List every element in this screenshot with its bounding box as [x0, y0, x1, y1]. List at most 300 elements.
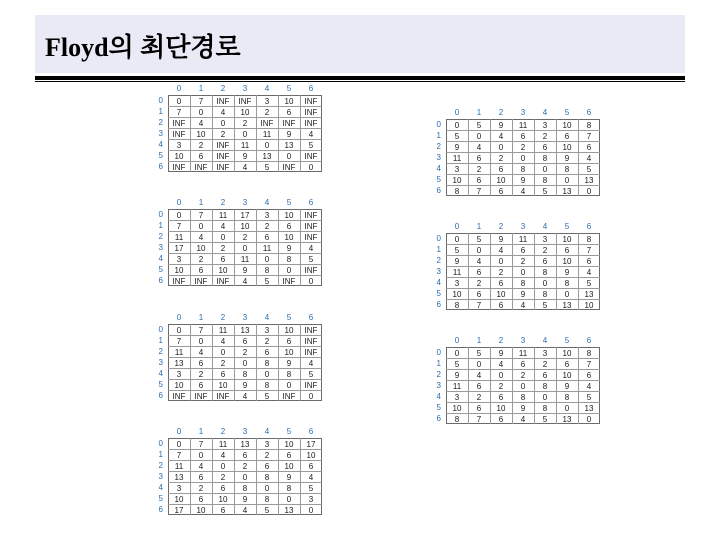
matrix-cell: 7	[586, 132, 592, 141]
matrix-cell: INF	[282, 392, 296, 401]
matrix-cell: 0	[176, 97, 182, 106]
matrix-cell: 0	[264, 370, 270, 379]
matrix-cell: 0	[176, 440, 182, 449]
matrix-cell: 0	[476, 360, 482, 369]
matrix-cell: 0	[198, 108, 204, 117]
matrix-cell: 7	[176, 451, 182, 460]
matrix-cell: INF	[304, 233, 318, 242]
matrix-cell: 10	[174, 152, 184, 161]
matrix-cell: 0	[220, 462, 226, 471]
matrix-cell: 6	[498, 415, 504, 424]
matrix-cell: 5	[454, 132, 460, 141]
matrix-cell: INF	[216, 97, 230, 106]
matrix-cell: 6	[286, 108, 292, 117]
matrix-cell: 6	[542, 257, 548, 266]
column-header: 6	[308, 84, 314, 93]
matrix-cell: 2	[220, 359, 226, 368]
matrix-cell: 10	[284, 348, 294, 357]
matrix-cell: 8	[586, 235, 592, 244]
row-header: 3	[158, 243, 163, 252]
matrix-cell: 8	[564, 279, 570, 288]
matrix-cell: INF	[260, 119, 274, 128]
matrix-cell: INF	[282, 163, 296, 172]
column-header: 6	[308, 427, 314, 436]
matrix-cell: 10	[284, 211, 294, 220]
row-header: 4	[436, 164, 441, 173]
matrix-cell: 5	[542, 415, 548, 424]
matrix-cell: 13	[562, 187, 572, 196]
matrix-cell: 4	[476, 371, 482, 380]
matrix-cell: 6	[476, 176, 482, 185]
matrix-cell: 0	[520, 268, 526, 277]
matrix-cell: 0	[454, 349, 460, 358]
left-matrix-2	[156, 312, 346, 412]
matrix-cell: 2	[264, 337, 270, 346]
matrix-cell: 9	[564, 268, 570, 277]
matrix-cell: 0	[286, 152, 292, 161]
matrix-cell: 4	[308, 244, 314, 253]
matrix-cell: 10	[196, 130, 206, 139]
matrix-cell: 0	[242, 473, 248, 482]
matrix-cell: 10	[452, 290, 462, 299]
column-header: 4	[542, 222, 548, 231]
matrix-cell: 2	[220, 473, 226, 482]
matrix-cell: 8	[242, 370, 248, 379]
column-header: 3	[520, 336, 526, 345]
matrix-cell: 0	[586, 415, 592, 424]
matrix-cell: 0	[498, 371, 504, 380]
matrix-cell: INF	[304, 152, 318, 161]
column-header: 0	[176, 313, 182, 322]
matrix-cell: 9	[454, 143, 460, 152]
row-header: 3	[436, 153, 441, 162]
row-header: 3	[158, 129, 163, 138]
matrix-cell: INF	[216, 277, 230, 286]
matrix-cell: 11	[452, 268, 462, 277]
matrix-cell: 10	[562, 371, 572, 380]
matrix-cell: 0	[454, 121, 460, 130]
matrix-cell: 0	[198, 222, 204, 231]
matrix-cell: 13	[174, 473, 184, 482]
matrix-cell: 0	[564, 290, 570, 299]
row-header: 6	[436, 300, 441, 309]
matrix-cell: 8	[564, 393, 570, 402]
matrix-cell: 8	[454, 187, 460, 196]
matrix-cell: 13	[584, 290, 594, 299]
matrix-cell: 4	[520, 301, 526, 310]
row-header: 1	[158, 450, 163, 459]
matrix-cell: INF	[172, 119, 186, 128]
row-header: 6	[158, 505, 163, 514]
matrix-cell: 9	[498, 235, 504, 244]
matrix-cell: 0	[586, 187, 592, 196]
matrix-cell: 3	[542, 121, 548, 130]
matrix-cell: 6	[586, 143, 592, 152]
column-header: 4	[264, 84, 270, 93]
matrix-cell: 17	[174, 506, 184, 515]
matrix-cell: 4	[220, 337, 226, 346]
row-header: 1	[436, 245, 441, 254]
matrix-cell: 9	[242, 266, 248, 275]
matrix-cell: 4	[242, 392, 248, 401]
matrix-cell: 5	[476, 121, 482, 130]
matrix-cell: 4	[198, 233, 204, 242]
matrix-cell: 8	[586, 121, 592, 130]
matrix-cell: 13	[284, 141, 294, 150]
matrix-cell: 6	[564, 360, 570, 369]
matrix-cell: 7	[586, 246, 592, 255]
column-header: 4	[264, 313, 270, 322]
matrix-cell: 10	[562, 121, 572, 130]
matrix-cell: 6	[264, 462, 270, 471]
column-header: 4	[264, 427, 270, 436]
column-header: 6	[308, 198, 314, 207]
matrix-cell: 10	[196, 506, 206, 515]
matrix-cell: 4	[586, 268, 592, 277]
row-header: 0	[158, 325, 163, 334]
matrix-cell: 0	[264, 141, 270, 150]
matrix-cell: 7	[198, 211, 204, 220]
matrix-cell: 0	[542, 393, 548, 402]
column-header: 4	[542, 336, 548, 345]
matrix-cell: 10	[196, 244, 206, 253]
row-header: 1	[158, 336, 163, 345]
matrix-cell: 4	[498, 132, 504, 141]
matrix-cell: 8	[286, 255, 292, 264]
row-header: 5	[436, 289, 441, 298]
row-header: 6	[158, 162, 163, 171]
matrix-cell: 5	[454, 360, 460, 369]
matrix-cell: 9	[520, 404, 526, 413]
matrix-cell: 6	[586, 371, 592, 380]
matrix-cell: 10	[284, 462, 294, 471]
matrix-cell: INF	[172, 277, 186, 286]
matrix-cell: 3	[542, 235, 548, 244]
matrix-cell: 6	[542, 371, 548, 380]
matrix-cell: 9	[286, 244, 292, 253]
matrix-cell: 4	[242, 163, 248, 172]
row-header: 2	[158, 461, 163, 470]
matrix-cell: 9	[564, 382, 570, 391]
matrix-cell: 6	[198, 381, 204, 390]
matrix-cell: 8	[520, 165, 526, 174]
matrix-cell: 0	[520, 154, 526, 163]
matrix-cell: 8	[264, 266, 270, 275]
row-header: 0	[158, 210, 163, 219]
matrix-cell: 8	[542, 290, 548, 299]
matrix-cell: 7	[476, 301, 482, 310]
matrix-cell: 0	[308, 277, 314, 286]
matrix-cell: 8	[264, 381, 270, 390]
row-header: 5	[158, 151, 163, 160]
matrix-cell: 10	[240, 222, 250, 231]
matrix-cell: 4	[586, 382, 592, 391]
column-header: 6	[586, 222, 592, 231]
matrix-cell: 6	[542, 143, 548, 152]
matrix-cell: 13	[562, 301, 572, 310]
matrix-cell: 8	[586, 349, 592, 358]
matrix-cell: 8	[564, 165, 570, 174]
matrix-cell: 4	[586, 154, 592, 163]
right-matrix-2	[434, 335, 624, 435]
row-header: 3	[158, 358, 163, 367]
matrix-cell: INF	[304, 266, 318, 275]
matrix-cell: 6	[242, 337, 248, 346]
matrix-cell: 6	[286, 337, 292, 346]
matrix-cell: 6	[198, 152, 204, 161]
left-matrix-3	[156, 426, 346, 526]
matrix-cell: 4	[242, 277, 248, 286]
matrix-cell: 9	[242, 152, 248, 161]
matrix-cell: 0	[264, 484, 270, 493]
matrix-cell: 10	[496, 404, 506, 413]
matrix-cell: INF	[282, 119, 296, 128]
matrix-cell: 13	[284, 506, 294, 515]
row-header: 3	[436, 381, 441, 390]
matrix-cell: INF	[304, 222, 318, 231]
matrix-cell: 2	[264, 222, 270, 231]
matrix-cell: 8	[286, 484, 292, 493]
matrix-cell: 10	[584, 301, 594, 310]
row-header: 1	[158, 221, 163, 230]
matrix-cell: 0	[564, 176, 570, 185]
matrix-cell: 6	[520, 246, 526, 255]
left-matrix-1	[156, 197, 346, 297]
matrix-cell: 6	[564, 132, 570, 141]
column-header: 2	[498, 108, 504, 117]
row-header: 5	[158, 265, 163, 274]
matrix-cell: 17	[174, 244, 184, 253]
matrix-cell: 0	[198, 337, 204, 346]
matrix-cell: 2	[542, 132, 548, 141]
matrix-cell: 6	[476, 290, 482, 299]
matrix-cell: INF	[304, 337, 318, 346]
row-header: 0	[158, 439, 163, 448]
matrix-cell: INF	[216, 141, 230, 150]
matrix-cell: 10	[218, 266, 228, 275]
matrix-cell: 5	[308, 255, 314, 264]
matrix-cell: 0	[520, 382, 526, 391]
row-header: 2	[436, 370, 441, 379]
matrix-cell: INF	[172, 163, 186, 172]
matrix-cell: 10	[306, 451, 316, 460]
column-header: 3	[520, 108, 526, 117]
matrix-cell: 11	[174, 348, 184, 357]
matrix-cell: 4	[198, 348, 204, 357]
matrix-cell: 4	[308, 359, 314, 368]
matrix-cell: 10	[452, 404, 462, 413]
matrix-cell: 0	[308, 506, 314, 515]
matrix-cell: 4	[520, 187, 526, 196]
row-header: 0	[436, 348, 441, 357]
matrix-cell: 9	[454, 257, 460, 266]
matrix-cell: 7	[476, 415, 482, 424]
row-header: 5	[158, 380, 163, 389]
matrix-cell: 6	[220, 255, 226, 264]
matrix-cell: 5	[308, 484, 314, 493]
matrix-cell: 6	[476, 382, 482, 391]
row-header: 2	[436, 142, 441, 151]
matrix-cell: 8	[542, 154, 548, 163]
column-header: 1	[476, 222, 482, 231]
matrix-cell: 5	[264, 163, 270, 172]
row-header: 6	[436, 414, 441, 423]
matrix-cell: INF	[172, 130, 186, 139]
matrix-cell: 6	[220, 506, 226, 515]
matrix-cell: 0	[498, 143, 504, 152]
matrix-cell: 6	[520, 360, 526, 369]
matrix-cell: 8	[264, 473, 270, 482]
matrix-cell: 3	[176, 370, 182, 379]
row-header: 1	[436, 359, 441, 368]
matrix-cell: 10	[562, 235, 572, 244]
matrix-cell: 0	[242, 359, 248, 368]
matrix-cell: 0	[176, 211, 182, 220]
matrix-cell: 11	[174, 233, 184, 242]
column-header: 0	[176, 198, 182, 207]
matrix-cell: INF	[304, 326, 318, 335]
matrix-cell: 4	[308, 473, 314, 482]
matrix-cell: 11	[262, 130, 272, 139]
matrix-cell: 5	[476, 235, 482, 244]
matrix-cell: 11	[452, 382, 462, 391]
matrix-cell: 10	[174, 495, 184, 504]
matrix-cell: 6	[498, 393, 504, 402]
matrix-cell: 3	[176, 141, 182, 150]
matrix-cell: 2	[242, 119, 248, 128]
column-header: 4	[542, 108, 548, 117]
matrix-cell: 2	[476, 393, 482, 402]
matrix-cell: 2	[498, 154, 504, 163]
matrix-cell: 11	[218, 440, 228, 449]
matrix-cell: INF	[304, 381, 318, 390]
column-header: 3	[242, 84, 248, 93]
slide-title: Floyd의 최단경로	[45, 33, 241, 62]
column-header: 5	[564, 222, 570, 231]
matrix-cell: 2	[220, 130, 226, 139]
matrix-cell: 6	[520, 132, 526, 141]
matrix-cell: 4	[242, 506, 248, 515]
matrix-cell: 6	[198, 266, 204, 275]
matrix-cell: 0	[176, 326, 182, 335]
matrix-cell: 0	[286, 266, 292, 275]
column-header: 6	[586, 108, 592, 117]
matrix-cell: 3	[454, 279, 460, 288]
row-header: 5	[436, 175, 441, 184]
matrix-cell: 0	[220, 233, 226, 242]
column-header: 3	[242, 313, 248, 322]
matrix-cell: 9	[242, 381, 248, 390]
matrix-cell: 0	[308, 163, 314, 172]
matrix-cell: 9	[520, 290, 526, 299]
column-header: 2	[220, 313, 226, 322]
row-header: 4	[158, 483, 163, 492]
column-header: 1	[476, 108, 482, 117]
row-header: 5	[436, 403, 441, 412]
matrix-cell: 3	[264, 97, 270, 106]
matrix-cell: 11	[518, 121, 528, 130]
matrix-cell: 11	[262, 244, 272, 253]
matrix-cell: INF	[194, 277, 208, 286]
matrix-cell: 4	[520, 415, 526, 424]
matrix-cell: 4	[220, 222, 226, 231]
row-header: 1	[436, 131, 441, 140]
matrix-cell: 11	[218, 326, 228, 335]
matrix-cell: 2	[264, 451, 270, 460]
matrix-cell: 6	[476, 154, 482, 163]
row-header: 1	[158, 107, 163, 116]
matrix-cell: 2	[476, 279, 482, 288]
matrix-cell: 2	[198, 484, 204, 493]
matrix-cell: 6	[220, 370, 226, 379]
column-header: 0	[176, 84, 182, 93]
matrix-cell: INF	[304, 348, 318, 357]
matrix-cell: 9	[454, 371, 460, 380]
matrix-cell: 8	[454, 301, 460, 310]
matrix-cell: INF	[282, 277, 296, 286]
matrix-cell: 2	[198, 255, 204, 264]
matrix-cell: 9	[520, 176, 526, 185]
column-header: 5	[564, 336, 570, 345]
matrix-cell: 0	[286, 495, 292, 504]
column-header: 2	[220, 427, 226, 436]
column-header: 2	[220, 198, 226, 207]
matrix-cell: 17	[306, 440, 316, 449]
matrix-cell: 9	[286, 473, 292, 482]
matrix-cell: 0	[542, 165, 548, 174]
matrix-cell: 6	[242, 451, 248, 460]
matrix-cell: 7	[176, 108, 182, 117]
matrix-cell: 9	[498, 349, 504, 358]
matrix-cell: 0	[476, 246, 482, 255]
column-header: 1	[198, 84, 204, 93]
matrix-cell: 5	[454, 246, 460, 255]
matrix-cell: INF	[304, 211, 318, 220]
matrix-cell: 6	[308, 462, 314, 471]
matrix-cell: 2	[542, 246, 548, 255]
matrix-cell: 8	[264, 495, 270, 504]
matrix-cell: 4	[308, 130, 314, 139]
right-matrix-0	[434, 107, 624, 207]
matrix-cell: 2	[220, 244, 226, 253]
matrix-cell: 5	[264, 392, 270, 401]
column-header: 6	[586, 336, 592, 345]
row-header: 4	[158, 254, 163, 263]
matrix-cell: 5	[586, 165, 592, 174]
matrix-cell: 11	[240, 255, 250, 264]
row-header: 4	[158, 369, 163, 378]
matrix-cell: 4	[220, 108, 226, 117]
matrix-cell: 2	[242, 348, 248, 357]
row-header: 5	[158, 494, 163, 503]
column-header: 5	[286, 427, 292, 436]
matrix-cell: INF	[238, 97, 252, 106]
matrix-cell: 8	[542, 268, 548, 277]
matrix-cell: 7	[586, 360, 592, 369]
slide-title-bar	[35, 15, 685, 73]
column-header: 1	[476, 336, 482, 345]
matrix-cell: 10	[452, 176, 462, 185]
matrix-cell: 0	[454, 235, 460, 244]
matrix-cell: 4	[498, 246, 504, 255]
matrix-cell: 6	[264, 233, 270, 242]
matrix-cell: 0	[242, 244, 248, 253]
row-header: 3	[436, 267, 441, 276]
column-header: 3	[242, 427, 248, 436]
matrix-cell: 4	[220, 451, 226, 460]
matrix-cell: 11	[518, 235, 528, 244]
matrix-cell: 3	[308, 495, 314, 504]
